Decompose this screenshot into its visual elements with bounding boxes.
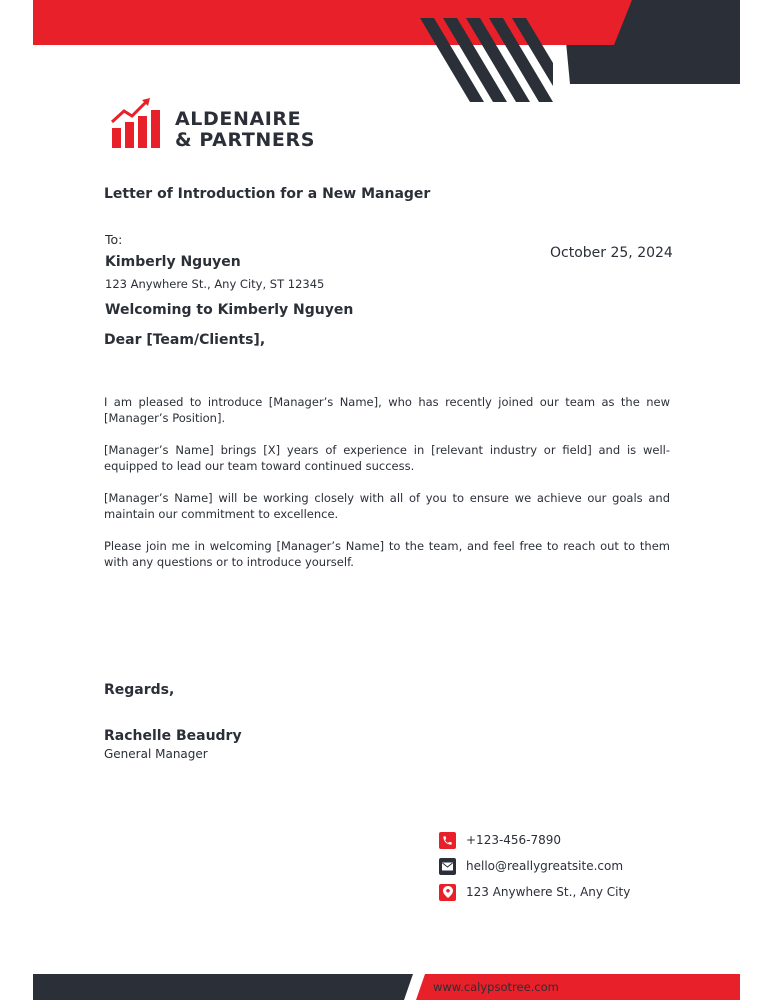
recipient-address: 123 Anywhere St., Any City, ST 12345 <box>105 277 325 291</box>
body-paragraph: Please join me in welcoming [Manager’s Name] to the team, and feel free to reach out to them with any questions or to introduce yourself. <box>104 539 670 569</box>
letter-subject: Welcoming to Kimberly Nguyen <box>105 302 354 318</box>
contact-email: hello@reallygreatsite.com <box>466 859 624 873</box>
location-pin-icon <box>439 884 456 901</box>
contact-address-row <box>439 883 630 901</box>
company-name-line-1: ALDENAIRE <box>175 108 302 130</box>
contact-address: 123 Anywhere St., Any City <box>466 885 631 899</box>
recipient-name: Kimberly Nguyen <box>105 254 241 270</box>
body-paragraph: [Manager’s Name] brings [X] years of experience in [relevant industry or field] and is well-equipped to lead our team toward continued success. <box>104 443 670 473</box>
footer-decoration <box>0 968 773 1000</box>
signer-title: General Manager <box>104 747 208 761</box>
body-paragraph: I am pleased to introduce [Manager’s Name], who has recently joined our team as the new [Manager’s Position]. <box>104 395 670 425</box>
closing: Regards, <box>104 682 175 698</box>
envelope-icon <box>439 858 456 875</box>
header-red-band <box>33 0 632 45</box>
footer-dark-band <box>33 974 413 1000</box>
header-decoration <box>0 0 773 110</box>
letter-title: Letter of Introduction for a New Manager <box>104 186 431 202</box>
company-name-line-2: & PARTNERS <box>175 129 316 151</box>
contact-phone: +123-456-7890 <box>466 833 562 847</box>
to-label: To: <box>105 232 123 247</box>
letter-date: October 25, 2024 <box>550 245 673 261</box>
signer-name: Rachelle Beaudry <box>104 728 242 744</box>
footer-website-link[interactable]: www.calypsotree.com <box>433 980 559 994</box>
body-paragraph: [Manager’s Name] will be working closely with all of you to ensure we achieve our goals and maintain our commitment to excellence. <box>104 491 670 521</box>
contact-email-row <box>439 857 623 875</box>
bar-chart-growth-icon <box>110 98 164 150</box>
phone-icon <box>439 832 456 849</box>
contact-phone-row <box>439 831 561 849</box>
salutation: Dear [Team/Clients], <box>104 332 266 348</box>
